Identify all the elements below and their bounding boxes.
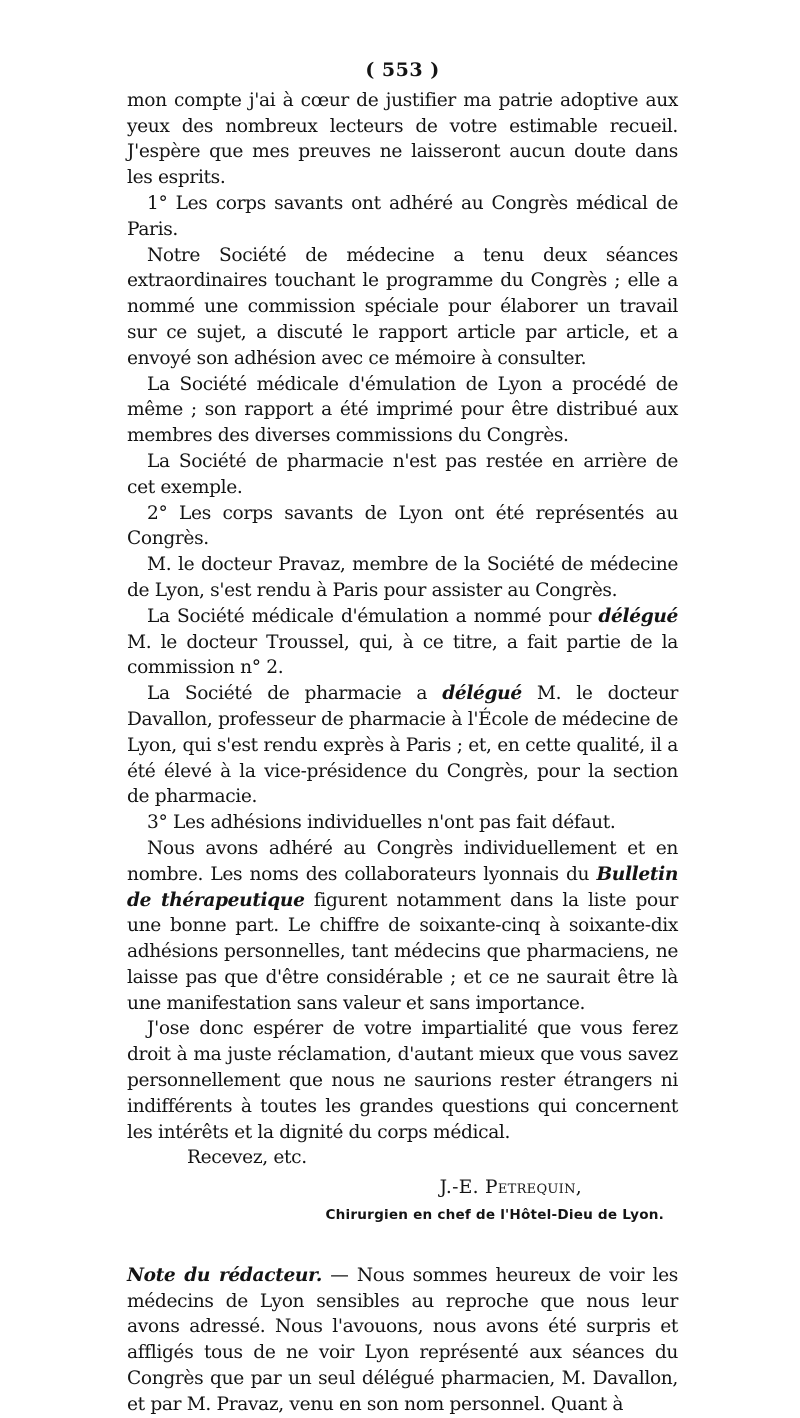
signature-initials: J.-E. P bbox=[439, 1177, 498, 1199]
text-run: La Société de pharmacie a bbox=[147, 683, 443, 705]
page-number: ( 553 ) bbox=[365, 59, 440, 81]
editor-note bbox=[127, 1263, 678, 1418]
emphasis-bulletin-title: Bulletin de thérapeutique bbox=[127, 863, 678, 911]
paragraph-pravaz: M. le docteur Pravaz, membre de la Société de médecine de Lyon, s'est rendu à Paris pour assister au Congrès. bbox=[127, 554, 678, 601]
paragraph-troussel bbox=[127, 604, 678, 681]
closing-formula: Recevez, etc. bbox=[187, 1147, 307, 1169]
paragraph-point-2: 2° Les corps savants de Lyon ont été représentés au Congrès. bbox=[127, 502, 678, 550]
paragraph-adhesions bbox=[127, 836, 678, 1017]
text-run: La Société médicale d'émulation a nommé pour bbox=[147, 605, 599, 627]
text-run: Nous avons adhéré au Congrès individuellement et en nombre. Les noms des collaborateurs lyonnais du bbox=[127, 837, 678, 885]
signature-title: Chirurgien en chef de l'Hôtel-Dieu de Lyon. bbox=[325, 1207, 664, 1224]
emphasis-delegue: délégué bbox=[598, 605, 678, 627]
paragraph-point-1: 1° Les corps savants ont adhéré au Congrès médical de Paris. bbox=[127, 192, 678, 240]
paragraph-societe-medecine: Notre Société de médecine a tenu deux séances extraordinaires touchant le programme du Congrès ; elle a nommé une commission spéciale pour élaborer un travail sur ce sujet, a discuté le rapport article par article, et a envoyé son adhésion avec ce mémoire à consulter. bbox=[127, 244, 678, 369]
paragraph-reclamation: J'ose donc espérer de votre impartialité que vous ferez droit à ma juste réclamation, d'autant mieux que vous savez personnellement que nous ne saurions rester étrangers ni indifférents à toutes les grandes questions qui concernent les intérêts et la dignité du corps médical. bbox=[127, 1018, 678, 1143]
paragraph-continuation: mon compte j'ai à cœur de justifier ma patrie adoptive aux yeux des nombreux lecteurs de votre estimable recueil. J'espère que mes preuves ne laisseront aucun doute dans les esprits. bbox=[127, 89, 678, 189]
text-run: M. le docteur Davallon, professeur de pharmacie à l'École de médecine de Lyon, qui s'est rendu exprès à Paris ; et, en cette qualité, il a été élevé à la vice-présidence du Congrès, pour la section de pharmacie. bbox=[127, 683, 678, 808]
editor-note-label: Note du rédacteur. bbox=[127, 1264, 322, 1286]
paragraph-societe-emulation: La Société médicale d'émulation de Lyon a procédé de même ; son rapport a été imprimé pour être distribué aux membres des diverses commissions du Congrès. bbox=[127, 373, 678, 447]
signature: J.-E. Petrequin, bbox=[439, 1177, 582, 1199]
document-page bbox=[127, 58, 678, 1418]
emphasis-delegue: délégué bbox=[442, 683, 522, 705]
signature-surname: etrequin bbox=[497, 1177, 576, 1199]
paragraph-societe-pharmacie: La Société de pharmacie n'est pas restée en arrière de cet exemple. bbox=[127, 450, 678, 498]
paragraph-point-3: 3° Les adhésions individuelles n'ont pas fait défaut. bbox=[147, 812, 616, 834]
editor-note-text: — Nous sommes heureux de voir les médecins de Lyon sensibles au reproche que nous leur avons adressé. Nous l'avouons, nous avons été surpris et affligés tous de ne voir Lyon représenté aux séances du Congrès que par un seul délégué pharmacien, M. Davallon, et par M. Pravaz, venu en son nom personnel. Quant à bbox=[127, 1264, 678, 1415]
paragraph-davallon bbox=[127, 681, 678, 810]
text-run: figurent notamment dans la liste pour une bonne part. Le chiffre de soixante-cinq à soixante-dix adhésions personnelles, tant médecins que pharmaciens, ne laisse pas que d'être considérable ; et ce ne saurait être là une manifestation sans valeur et sans importance. bbox=[127, 889, 679, 1014]
text-run: M. le docteur Troussel, qui, à ce titre, a fait partie de la commission n° 2. bbox=[127, 631, 678, 679]
